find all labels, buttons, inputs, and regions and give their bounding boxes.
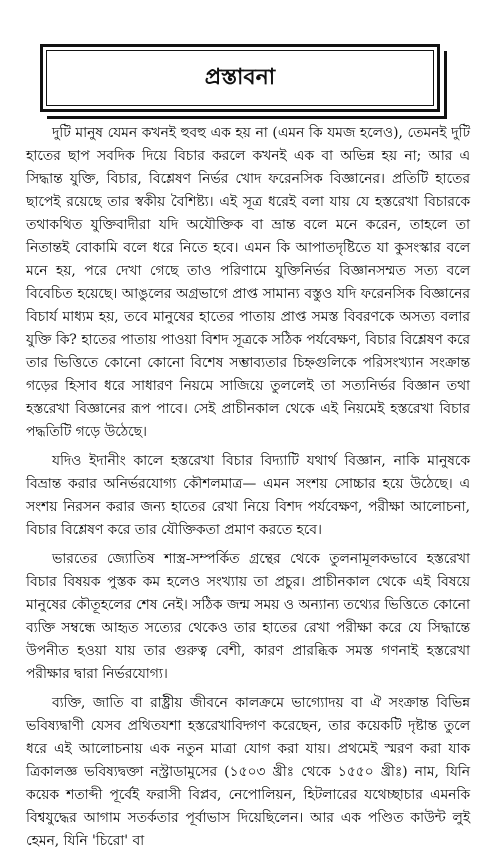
body-text	[26, 122, 470, 859]
paragraph-2: যদিও ইদানীং কালে হস্তরেখা বিচার বিদ্যাটি যথার্থ বিজ্ঞান, নাকি মানুষকে বিভ্রান্ত করার অনির্ভরযোগ্য কৌশলমাত্র— এমন সংশয় সোচ্চার হয়ে উঠেছে। এ সংশয় নিরসন করার জন্য হাতের রেখা নিয়ে বিশদ পর্যবেক্ষণ, পরীক্ষা আলোচনা, বিচার বিশ্লেষণ করে তার যৌক্তিকতা প্রমাণ করতে হবে।	[26, 453, 470, 538]
paragraph-1: দুটি মানুষ যেমন কখনই হুবহু এক হয় না (এমন কি যমজ হলেও), তেমনই দুটি হাতের ছাপ সবদিক দিয়ে বিচার করলে কখনই এক বা অভিন্ন হয় না; আর এ সিদ্ধান্ত যুক্তি, বিচার, বিশ্লেষণ নির্ভর খোদ ফরেনসিক বিজ্ঞানের। প্রতিটি হাতের ছাপেই রয়েছে তার স্বকীয় বৈশিষ্ট্য। এই সূত্র ধরেই বলা যায় যে হস্তরেখা বিচারকে তথাকথিত যুক্তিবাদীরা যদি অযৌক্তিক বা ভ্রান্ত বলে মনে করেন, তাহলে তা নিতান্তই বোকামি বলে ধরে নিতে হবে। এমন কি আপাতদৃষ্টিতে যা কুসংস্কার বলে মনে হয়, পরে দেখা গেছে তাও পরিণামে যুক্তিনির্ভর বিজ্ঞানসম্মত সত্য বলে বিবেচিত হয়েছে। আঙুলের অগ্রভাগে প্রাপ্ত সামান্য বস্তুও যদি ফরেনসিক বিজ্ঞানের বিচার্য মাধ্যম হয়, তবে মানুষের হাতের পাতায় প্রাপ্ত সমস্ত বিবরণকে অসত্য বলার যুক্তি কি? হাতের পাতায় পাওয়া বিশদ সূত্রকে সঠিক পর্যবেক্ষণ, বিচার বিশ্লেষণ করে তার ভিত্তিতে কোনো কোনো বিশেষ সম্ভাব্যতার চিহ্নগুলিকে পরিসংখ্যান সংক্রান্ত গড়ের হিসাব ধরে সাধারণ নিয়মে সাজিয়ে তুললেই তা সত্যনির্ভর বিজ্ঞান তথা হস্তরেখা বিজ্ঞানের রূপ পাবে। সেই প্রাচীনকাল থেকে এই নিয়মেই হস্তরেখা বিচার পদ্ধতিটি গড়ে উঠেছে।	[26, 125, 470, 440]
page-title: প্রস্তাবনা	[204, 63, 276, 90]
paragraph-4: ব্যক্তি, জাতি বা রাষ্ট্রীয় জীবনে কালক্রমে ভাগ্যোদয় বা ঐ সংক্রান্ত বিভিন্ন ভবিষ্যদ্বাণী যেসব প্রথিতযশা হস্তরেখাবিদ্গণ করেছেন, তার কয়েকটি দৃষ্টান্ত তুলে ধরে এই আলোচনায় এক নতুন মাত্রা যোগ করা যায়। প্রথমেই স্মরণ করা যাক ত্রিকালজ্ঞ ভবিষ্যদ্বক্তা নস্ট্রাডামুসের (১৫০৩ খ্রীঃ থেকে ১৫৫০ খ্রীঃ) নাম, যিনি কয়েক শতাব্দী পূর্বেই ফরাসী বিপ্লব, নেপোলিয়ন, হিটলারের যথেচ্ছাচার এমনকি বিশ্বযুদ্ধের আগাম সতর্কতার পূর্বাভাস দিয়েছিলেন। আর এক পণ্ডিত কাউন্ট লুই হেমন, যিনি 'চিরো' বা	[26, 695, 470, 849]
paragraph-3: ভারতের জ্যোতিষ শাস্ত্র-সম্পর্কিত গ্রন্থের থেকে তুলনামূলকভাবে হস্তরেখা বিচার বিষয়ক পুস্তক কম হলেও সংখ্যায় তা প্রচুর। প্রাচীনকাল থেকে এই বিষয়ে মানুষের কৌতূহলের শেষ নেই। সঠিক জন্ম সময় ও অন্যান্য তথ্যের ভিত্তিতে কোনো ব্যক্তি সম্বন্ধে আহৃত সত্যের থেকেও তার হাতের রেখা পরীক্ষা করে যে সিদ্ধান্তে উপনীত হওয়া যায় তার গুরুত্ব বেশী, কারণ প্রারব্ধিক সমস্ত গণনাই হস্তরেখা পরীক্ষার দ্বারা নির্ভরযোগ্য।	[26, 551, 470, 682]
